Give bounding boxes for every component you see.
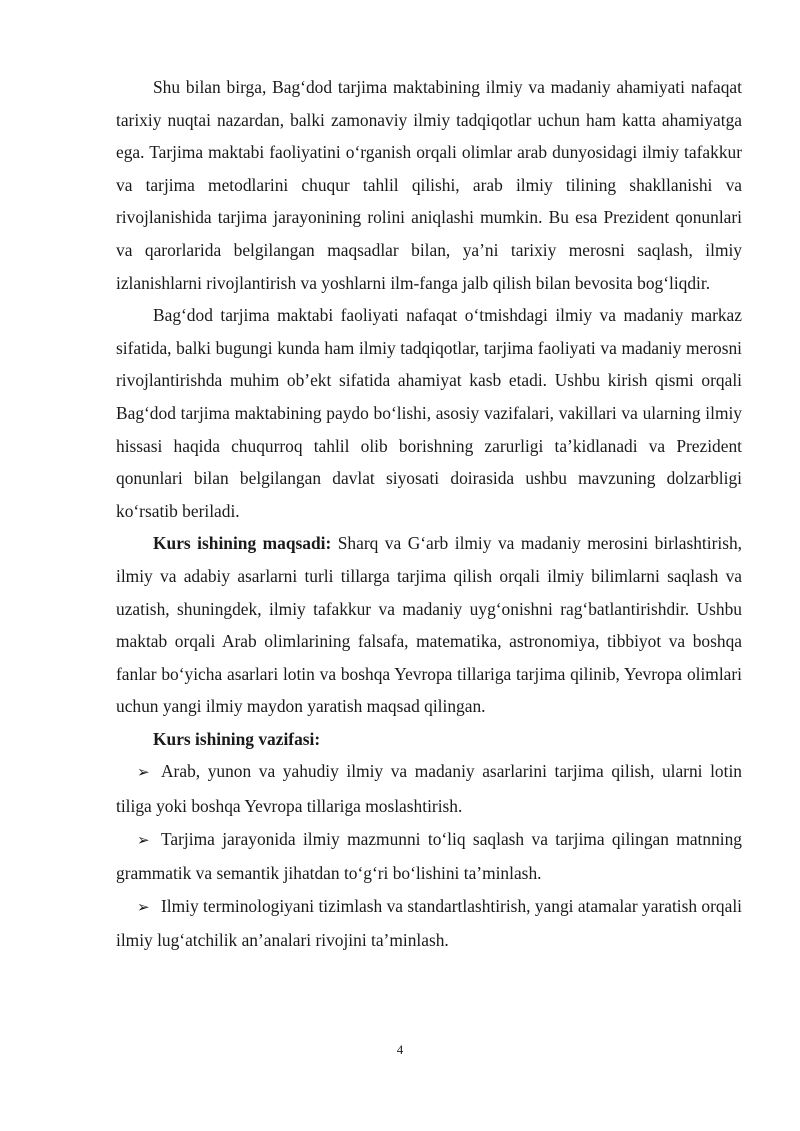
document-body <box>116 71 742 957</box>
task-item-1 <box>116 755 742 822</box>
paragraph-1: Shu bilan birga, Bag‘dod tarjima maktabining ilmiy va madaniy ahamiyati nafaqat tarixiy nuqtai nazardan, balki zamonaviy ilmiy tadqiqotlar uchun ham katta ahamiyatga ega. Tarjima maktabi faoliyatini o‘rganish orqali olimlar arab dunyosidagi ilmiy tafakkur va tarjima metodlarini chuqur tahlil qilishi, arab ilmiy tilining shakllanishi va rivojlanishida tarjima jarayonining rolini aniqlashi mumkin. Bu esa Prezident qonunlari va qarorlarida belgilangan maqsadlar bilan, ya’ni tarixiy merosni saqlash, ilmiy izlanishlarni rivojlantirish va yoshlarni ilm-fanga jalb qilish bilan bevosita bog‘liqdir. <box>116 77 742 293</box>
task-text-1: Arab, yunon va yahudiy ilmiy va madaniy asarlarini tarjima qilish, ularni lotin tiliga yoki boshqa Yevropa tillariga moslashtirish. <box>116 761 742 817</box>
task-item-3 <box>116 890 742 957</box>
arrow-bullet-icon: ➢ <box>137 765 150 782</box>
page-number: 4 <box>396 1042 404 1057</box>
paragraph-2: Bag‘dod tarjima maktabi faoliyati nafaqat o‘tmishdagi ilmiy va madaniy markaz sifatida, balki bugungi kunda ham ilmiy tadqiqotlar, tarjima faoliyati va madaniy merosni rivojlantirishda muhim ob’ekt sifatida ahamiyat kasb etadi. Ushbu kirish qismi orqali Bag‘dod tarjima maktabining paydo bo‘lishi, asosiy vazifalari, vakillari va ularning ilmiy hissasi haqida chuqurroq tahlil olib borishning zarurligi ta’kidlanadi va Prezident qonunlari bilan belgilangan davlat siyosati doirasida ushbu mavzuning dolzarbligi ko‘rsatib beriladi. <box>116 305 742 521</box>
arrow-bullet-icon: ➢ <box>137 832 150 849</box>
task-item-2 <box>116 823 742 890</box>
task-text-3: Ilmiy terminologiyani tizimlash va standartlashtirish, yangi atamalar yaratish orqali ilmiy lug‘atchilik an’analari rivojini ta’minlash. <box>116 895 742 951</box>
goal-text: Sharq va G‘arb ilmiy va madaniy merosini birlashtirish, ilmiy va adabiy asarlarni turli tillarga tarjima qilish orqali ilmiy bilimlarni saqlash va uzatish, shuningdek, ilmiy tafakkur va madaniy uyg‘onishni rag‘batlantirishdir. Ushbu maktab orqali Arab olimlarining falsafa, matematika, astronomiya, tibbiyot va boshqa fanlar bo‘yicha asarlari lotin va boshqa Yevropa tillariga tarjima qilinib, Yevropa olimlari uchun yangi ilmiy maydon yaratish maqsad qilingan. <box>116 533 742 717</box>
tasks-heading: Kurs ishining vazifasi: <box>153 728 321 749</box>
goal-paragraph <box>116 527 742 723</box>
arrow-bullet-icon: ➢ <box>137 899 150 916</box>
task-text-2: Tarjima jarayonida ilmiy mazmunni to‘liq saqlash va tarjima qilingan matnning grammatik va semantik jihatdan to‘g‘ri bo‘lishini ta’minlash. <box>116 828 742 884</box>
goal-heading: Kurs ishining maqsadi: <box>153 533 332 554</box>
